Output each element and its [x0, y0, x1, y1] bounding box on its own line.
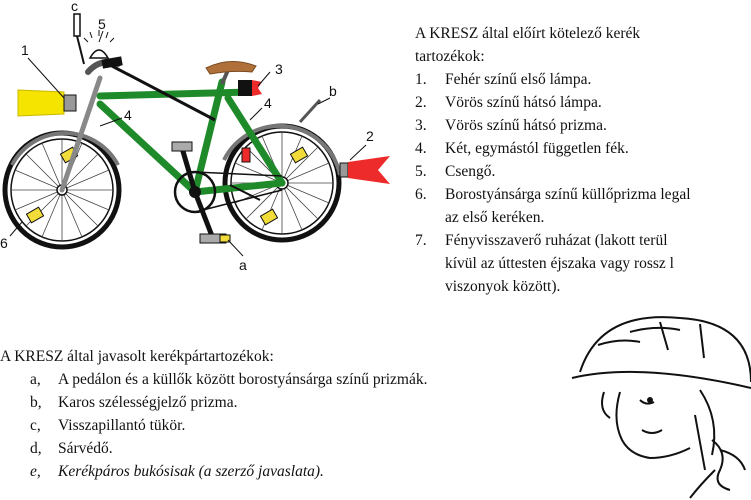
item-text: A pedálon és a küllők között borostyánsárga színű prizmák.: [58, 371, 428, 388]
mandatory-title-line2: tartozékok:: [415, 48, 485, 65]
item-text: Visszapillantó tükör.: [58, 417, 186, 434]
item-letter: c,: [30, 417, 41, 434]
list-item: [0, 460, 560, 483]
item-number: 6.: [415, 186, 427, 203]
item-number: 3.: [415, 117, 427, 134]
label-4-rear: 4: [264, 95, 272, 111]
item-text: Fehér színű első lámpa.: [445, 71, 592, 88]
item-number: 4.: [415, 140, 427, 157]
front-lamp: [18, 90, 76, 116]
item-text-cont: kívül az úttesten éjszaka vagy rossz l: [445, 255, 674, 272]
recommended-title: A KRESZ által javasolt kerékpártartozékok:: [0, 348, 274, 365]
rear-brake: [242, 148, 250, 162]
saddle-icon: [206, 61, 256, 74]
label-a: a: [239, 257, 247, 273]
rear-reflector: [238, 80, 262, 96]
item-number: 5.: [415, 163, 427, 180]
item-text-cont: viszonyok között).: [445, 278, 561, 295]
item-number: 1.: [415, 71, 427, 88]
list-item: [0, 414, 560, 437]
item-text: Sárvédő.: [58, 440, 113, 457]
mandatory-title-line1: A KRESZ által előírt kötelező kerék: [415, 25, 641, 42]
list-item: [0, 437, 560, 460]
label-3: 3: [275, 61, 283, 77]
item-text: Vörös színű hátsó lámpa.: [445, 94, 602, 111]
list-item: [415, 91, 751, 114]
label-b: b: [329, 83, 337, 99]
item-text: Karos szélességjelző prizma.: [58, 394, 238, 411]
label-6: 6: [0, 235, 8, 251]
item-letter: b,: [30, 394, 42, 411]
item-text: Kerékpáros bukósisak (a szerző javaslata).: [58, 463, 324, 480]
list-item: [415, 160, 751, 183]
recommended-accessories: [0, 345, 560, 483]
item-text-cont: az első keréken.: [445, 209, 545, 226]
label-4-front: 4: [124, 107, 132, 123]
item-text: Két, egymástól független fék.: [445, 140, 629, 157]
label-c: c: [71, 0, 78, 14]
list-item: [0, 391, 560, 414]
list-item: [415, 229, 751, 298]
item-letter: e,: [30, 463, 41, 480]
mirror-icon: [74, 14, 84, 64]
mandatory-accessories: [415, 22, 751, 298]
width-indicator-arm: [300, 100, 320, 122]
item-text: Vörös színű hátsó prizma.: [445, 117, 607, 134]
item-letter: d,: [30, 440, 42, 457]
item-text: Fényvisszaverő ruházat (lakott terül: [445, 232, 668, 249]
bell-icon: [84, 30, 114, 58]
item-number: 7.: [415, 232, 427, 249]
label-1: 1: [21, 42, 29, 58]
item-text: Csengő.: [445, 163, 496, 180]
helmet-illustration: [572, 317, 751, 498]
rear-lamp: [340, 156, 390, 184]
label-2: 2: [366, 128, 374, 144]
list-item: [0, 368, 560, 391]
label-5: 5: [98, 16, 106, 32]
item-letter: a,: [30, 371, 41, 388]
list-item: [415, 183, 751, 229]
list-item: [415, 137, 751, 160]
list-item: [415, 114, 751, 137]
item-text: Borostyánsárga színű küllőprizma legal: [445, 186, 691, 203]
list-item: [415, 68, 751, 91]
item-number: 2.: [415, 94, 427, 111]
